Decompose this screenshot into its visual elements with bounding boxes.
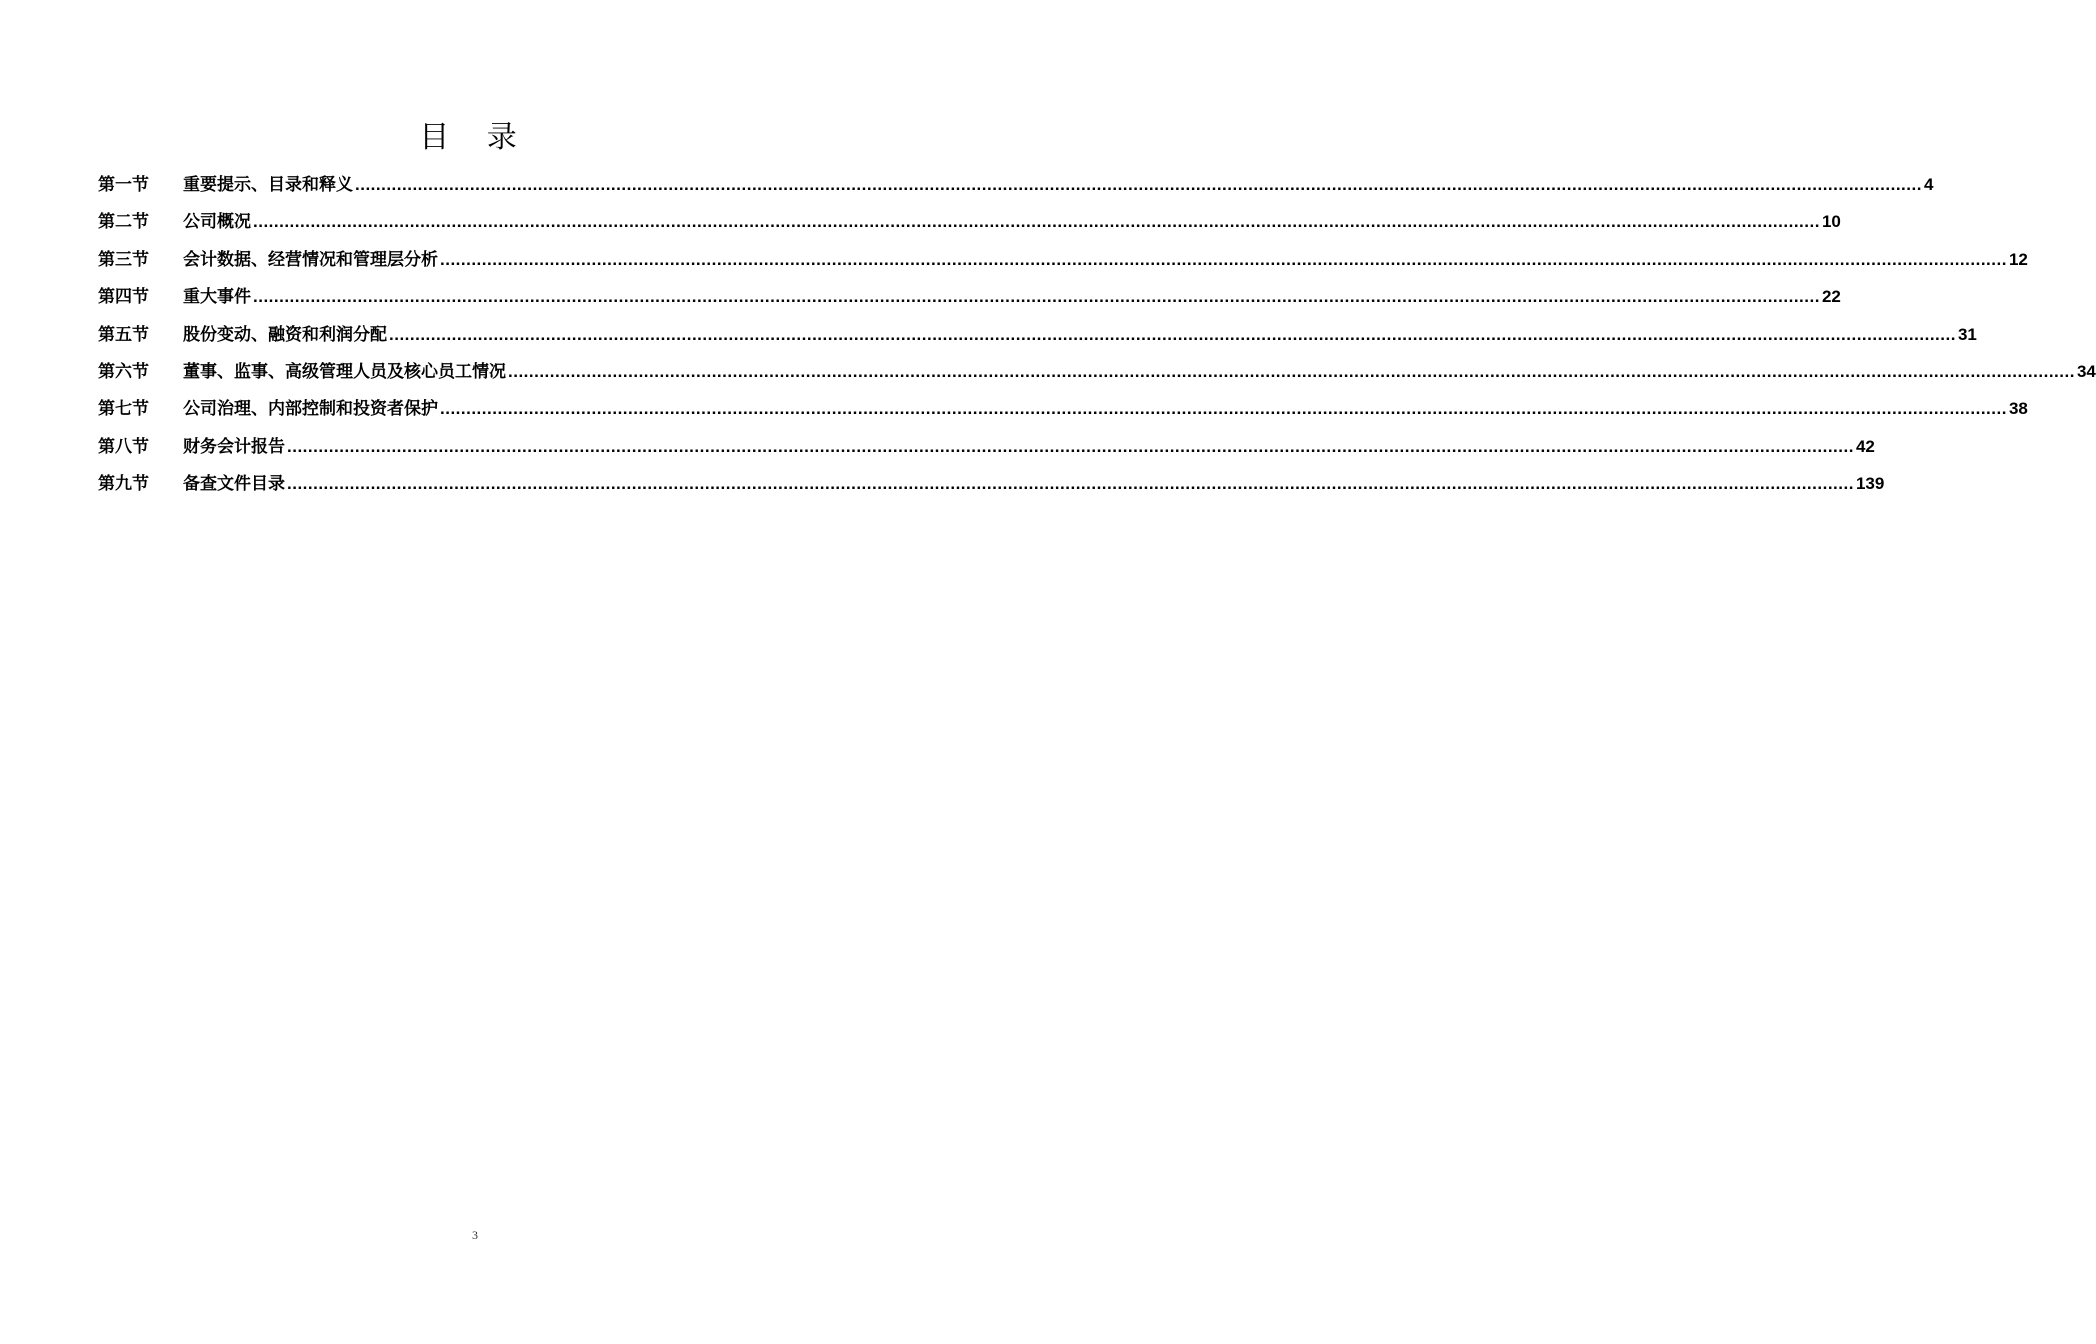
toc-page-number: 10 xyxy=(1821,212,1841,232)
toc-page-number: 34 xyxy=(2076,361,2096,381)
toc-page-number: 12 xyxy=(2008,249,2028,269)
toc-page-number: 38 xyxy=(2008,399,2028,419)
toc-entry-5[interactable] xyxy=(98,316,1977,353)
toc-page-number: 22 xyxy=(1821,287,1841,307)
toc-leader-dots: ............................................................................................................................................................................................................................................................................................................ xyxy=(355,175,1922,194)
toc-leader-dots: ............................................................................................................................................................................................................................................................................................................ xyxy=(253,287,1820,307)
toc-leader-dots: ............................................................................................................................................................................................................................................................................................................ xyxy=(508,361,2075,381)
toc-entry-4[interactable] xyxy=(98,278,1841,315)
toc-section-label: 第六节 xyxy=(98,361,149,382)
table-of-contents xyxy=(98,166,2096,503)
toc-leader-dots: ............................................................................................................................................................................................................................................................................................................ xyxy=(287,436,1854,456)
toc-leader-dots: ............................................................................................................................................................................................................................................................................................................ xyxy=(440,249,2007,269)
toc-section-name: 备查文件目录 xyxy=(183,474,285,495)
toc-section-label: 第四节 xyxy=(98,287,149,308)
toc-section-label: 第八节 xyxy=(98,436,149,457)
toc-section-label: 第五节 xyxy=(98,324,149,345)
toc-leader-dots: ............................................................................................................................................................................................................................................................................................................ xyxy=(440,399,2007,419)
toc-section-label: 第九节 xyxy=(98,474,149,495)
toc-section-label: 第三节 xyxy=(98,249,149,270)
page-number: 3 xyxy=(472,1228,478,1242)
toc-section-name: 董事、监事、高级管理人员及核心员工情况 xyxy=(183,361,506,382)
toc-entry-3[interactable] xyxy=(98,241,2028,278)
toc-page-number: 31 xyxy=(1957,324,1977,344)
toc-entry-1[interactable] xyxy=(98,166,1934,203)
toc-section-name: 重要提示、目录和释义 xyxy=(183,175,353,195)
toc-section-name: 股份变动、融资和利润分配 xyxy=(183,324,387,345)
toc-page-number: 4 xyxy=(1923,175,1934,194)
toc-section-label: 第二节 xyxy=(98,212,149,233)
toc-section-label: 第一节 xyxy=(98,175,149,195)
toc-page-number: 139 xyxy=(1855,474,1885,494)
toc-leader-dots: ............................................................................................................................................................................................................................................................................................................ xyxy=(287,474,1854,494)
toc-leader-dots: ............................................................................................................................................................................................................................................................................................................ xyxy=(253,212,1820,232)
toc-section-name: 会计数据、经营情况和管理层分析 xyxy=(183,249,438,270)
toc-section-name: 公司概况 xyxy=(183,212,251,233)
toc-section-name: 公司治理、内部控制和投资者保护 xyxy=(183,399,438,420)
toc-section-name: 重大事件 xyxy=(183,287,251,308)
toc-title: 目 录 xyxy=(419,120,531,155)
toc-entry-7[interactable] xyxy=(98,390,2028,427)
toc-section-name: 财务会计报告 xyxy=(183,436,285,457)
toc-leader-dots: ............................................................................................................................................................................................................................................................................................................ xyxy=(389,324,1956,344)
toc-page-number: 42 xyxy=(1855,436,1875,456)
toc-entry-2[interactable] xyxy=(98,203,1841,240)
toc-entry-8[interactable] xyxy=(98,428,1875,465)
toc-section-label: 第七节 xyxy=(98,399,149,420)
toc-entry-9[interactable] xyxy=(98,465,1885,502)
toc-entry-6[interactable] xyxy=(98,353,2096,390)
